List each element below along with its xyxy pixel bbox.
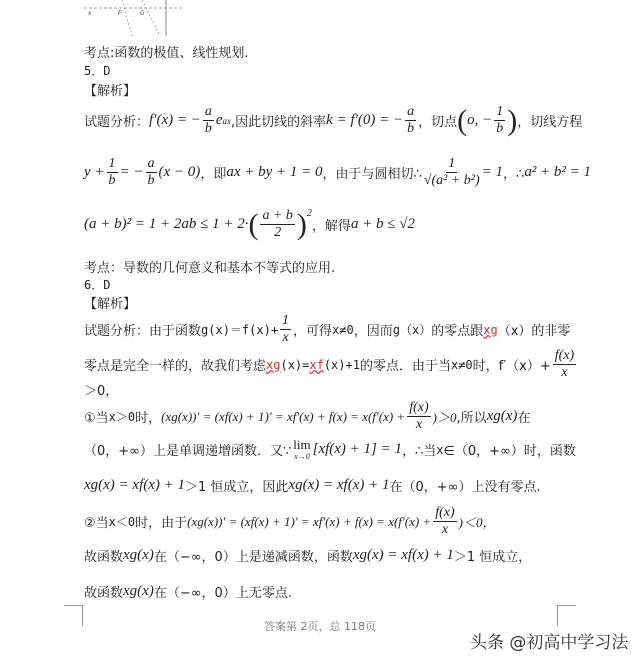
q6-jiexi-heading: 【解析】 xyxy=(84,297,137,312)
math: g(x)＝f(x)+ xyxy=(201,323,279,337)
numerator: 1 xyxy=(496,104,504,119)
math: x≠0 xyxy=(332,322,354,337)
denominator: x xyxy=(441,522,449,537)
text: ，即 xyxy=(200,167,227,182)
numerator: f(x) xyxy=(435,505,455,520)
fraction xyxy=(494,104,505,137)
numerator: f(x) xyxy=(554,348,575,363)
math: (xg(x))′ = (xf(x) + 1)′ = xf′(x) + f(x) = x(f′(x) + xyxy=(161,408,406,424)
graph-label: G xyxy=(140,10,145,17)
text: 试题分析：由于函数 xyxy=(84,324,202,339)
text: ，切点 xyxy=(418,115,458,130)
text: 故函数 xyxy=(84,550,124,565)
math: g（x） xyxy=(392,323,432,337)
numerator: a xyxy=(407,104,415,119)
math: xf xyxy=(309,357,324,372)
math: ax xyxy=(222,115,232,126)
graph-label: F xyxy=(118,10,122,17)
text: ，∴ xyxy=(503,167,525,182)
fraction xyxy=(280,313,291,346)
coordinate-graph-fragment xyxy=(84,0,184,36)
text: 故函数 xyxy=(84,586,124,601)
q6-case-1-line-3 xyxy=(84,476,541,495)
math: ax + by + 1 = 0 xyxy=(226,164,323,180)
watermark: 头条 @初高中学习法 xyxy=(470,633,629,653)
q6-analysis-line-1 xyxy=(84,313,570,346)
q5-jiexi-heading: 【解析】 xyxy=(84,84,137,99)
q4-kaodian: 考点:函数的极值、线性规划. xyxy=(84,46,249,61)
text: 在（−∞，0）上是递减函数，函数 xyxy=(153,550,353,565)
denominator: √(a² + b²) xyxy=(423,173,480,188)
numerator: 1 xyxy=(448,156,456,171)
math: x＞0 xyxy=(108,410,136,424)
numerator: 1 xyxy=(108,156,116,171)
fraction xyxy=(424,156,480,189)
math: (a + b)² = 1 + 2ab ≤ 1 + 2· xyxy=(84,216,249,232)
math: 2 xyxy=(306,208,312,219)
text: ，可得 xyxy=(293,324,333,339)
math: a² + b² = 1 xyxy=(524,164,592,180)
limit-subscript: x→0 xyxy=(294,452,310,461)
q6-answer: 6．D xyxy=(84,278,111,292)
limit xyxy=(293,438,310,461)
math: x xyxy=(436,442,444,457)
text: ，∴当 xyxy=(402,444,437,459)
text: ＞1 恒成立，因此 xyxy=(185,480,289,495)
q6-case-1-line-2 xyxy=(84,438,576,461)
q6-case-1-line xyxy=(84,400,530,433)
math: k = f′(0) = − xyxy=(326,112,404,128)
text: 试题分析： xyxy=(84,115,150,130)
math: xg(x) = xf(x) + 1 xyxy=(352,547,454,563)
math: (xg(x))′ = (xf(x) + 1)′ = xf′(x) + f(x) = x(f′(x) + xyxy=(187,513,432,529)
math: x＜0 xyxy=(108,515,136,529)
q6-case-2-line xyxy=(84,505,495,538)
math: = − xyxy=(119,164,144,180)
text: ，由于与圆相切∴ xyxy=(322,167,422,182)
numerator: 1 xyxy=(282,313,290,328)
math: (x)+1 xyxy=(323,357,360,372)
q6-case-2-line-2 xyxy=(84,546,531,565)
q6-case-2-line-3 xyxy=(84,582,292,601)
math: [xf(x) + 1] = 1 xyxy=(312,441,403,457)
text: ∈（0，+∞）时，函数 xyxy=(443,444,576,459)
math: a + b ≤ √2 xyxy=(350,216,416,232)
denominator: x xyxy=(282,330,289,345)
math: xg xyxy=(266,357,281,372)
text: （x）的非零 xyxy=(497,324,571,339)
limit-operator: lim xyxy=(293,437,311,452)
math: y + xyxy=(84,164,105,180)
math: o, − xyxy=(467,112,493,128)
math: xg(x) xyxy=(123,583,154,599)
fraction xyxy=(407,400,430,433)
math: xg(x) xyxy=(123,547,154,563)
text: ②当 xyxy=(84,516,109,531)
text: 的零点跟 xyxy=(431,324,484,339)
text: 零点是完全一样的，故我们考虑 xyxy=(84,359,267,374)
denominator: x xyxy=(415,417,423,432)
math: xg(x) = xf(x) + 1 xyxy=(84,477,186,493)
math: )＜0， xyxy=(458,515,496,530)
text: ，解得 xyxy=(311,219,351,234)
text: 时，f′（x）+ xyxy=(472,359,551,374)
text: ，因而 xyxy=(353,324,393,339)
math: f′(x) = − xyxy=(149,112,201,128)
q5-kaodian: 考点：导数的几何意义和基本不等式的应用. xyxy=(84,261,336,276)
math: (x)= xyxy=(280,357,310,372)
fraction xyxy=(433,505,456,538)
q5-analysis-line-3: (a + b)² = 1 + 2ab ≤ 1 + 2· ( $\frac{a + b}{2}$ ) $^2$ ，解得 a + b ≤ √2 xyxy=(84,207,416,241)
math: xg xyxy=(483,322,498,337)
q6-analysis-line-2 xyxy=(84,348,578,381)
fraction xyxy=(107,156,118,189)
q5-analysis-line-2 xyxy=(84,156,591,189)
math: e xyxy=(215,112,223,128)
text: 的零点．由于当 xyxy=(359,359,451,374)
math: )＞0 xyxy=(432,410,457,425)
text: 时，由于 xyxy=(135,516,188,531)
text: ＞1 恒成立， xyxy=(453,550,532,565)
text: 在（−∞，0）上无零点. xyxy=(153,586,292,601)
numerator: a + b xyxy=(262,208,293,223)
page-footer: 答案第 2页，总 118页 xyxy=(264,620,376,633)
numerator: f(x) xyxy=(409,400,429,415)
math: x≠0 xyxy=(450,357,473,372)
text: （0，+∞）上是单调递增函数．又∵ xyxy=(84,444,292,459)
text: 在 xyxy=(517,411,531,426)
fraction xyxy=(553,348,576,381)
text: ①当 xyxy=(84,411,109,426)
text: 在（0，+∞）上没有零点. xyxy=(389,480,541,495)
text: ，切线方程 xyxy=(517,115,583,130)
q6-analysis-line-3: ＞0， xyxy=(84,384,119,399)
numerator: a xyxy=(204,104,212,119)
denominator: b xyxy=(496,121,504,136)
fraction xyxy=(203,104,214,137)
denominator: 2 xyxy=(274,225,282,240)
denominator: x xyxy=(561,365,568,380)
denominator: b xyxy=(108,173,116,188)
fraction xyxy=(405,104,416,137)
math: (x − 0) xyxy=(158,164,201,180)
fraction xyxy=(146,156,157,189)
text: 时， xyxy=(135,411,162,426)
numerator: a xyxy=(147,156,155,171)
denominator: b xyxy=(147,173,155,188)
text: ,因此切线的斜率 xyxy=(231,115,327,130)
math: = 1 xyxy=(481,164,504,180)
math: xg(x) xyxy=(486,408,518,424)
denominator: b xyxy=(407,121,415,136)
denominator: b xyxy=(204,121,212,136)
graph-label: A xyxy=(88,11,92,17)
fraction xyxy=(260,208,294,241)
text: ,所以 xyxy=(456,411,487,426)
math: xg(x) = xf(x) + 1 xyxy=(288,477,390,493)
q5-analysis-line-1: 试题分析： f′(x) = − $\frac{a}{b}$ e ax ,因此切线的斜率 k = f′(0) = − $\frac{a}{b}$ ，切点 ( o, − $\frac{1}{b}$ ) ，切线方程 xyxy=(84,103,583,137)
q5-answer: 5．D xyxy=(84,64,111,78)
